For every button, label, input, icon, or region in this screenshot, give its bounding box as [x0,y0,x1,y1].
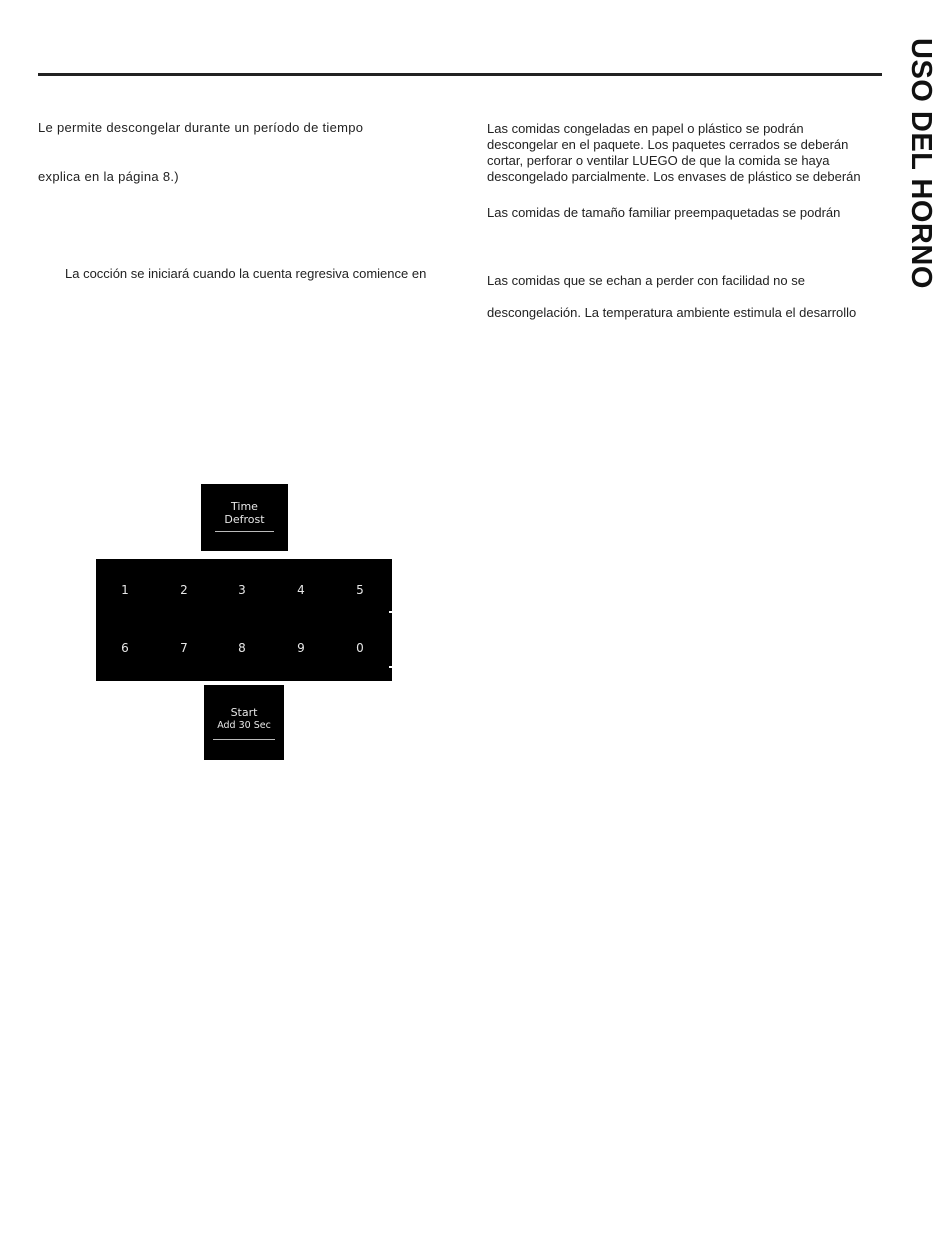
keypad-key-6: 6 [121,641,129,655]
keypad-edge-mark-bottom [389,666,392,668]
keypad-key-3: 3 [238,583,246,597]
keypad-key-1: 1 [121,583,129,597]
keypad-key-4: 4 [297,583,305,597]
start-label-line2: Add 30 Sec [217,720,271,731]
keypad-key-7: 7 [180,641,188,655]
section-title: USO DEL HORNO [905,38,937,289]
time-defrost-underline [215,531,274,532]
keypad-key-0: 0 [356,641,364,655]
start-underline [213,739,275,740]
time-defrost-key [201,484,288,551]
time-defrost-label-line2: Defrost [224,513,265,526]
keypad-key-5: 5 [356,583,364,597]
keypad-key-9: 9 [297,641,305,655]
start-label-line1: Start [230,706,258,719]
left-text-line-1: Le permite descongelar durante un período de tiempo [38,120,364,135]
right-text-para1-line4: descongelado parcialmente. Los envases de plástico se deberán [487,169,861,184]
left-text-line-2: explica en la página 8.) [38,169,179,184]
number-keypad [96,559,392,681]
header-rule [38,73,882,76]
time-defrost-label-line1: Time [231,500,258,513]
right-text-para2: Las comidas de tamaño familiar preempaquetadas se podrán [487,205,841,220]
keypad-edge-mark-top [389,611,392,613]
keypad-key-8: 8 [238,641,246,655]
right-text-para1-line3: cortar, perforar o ventilar LUEGO de que la comida se haya [487,153,830,168]
right-text-para3-line1: Las comidas que se echan a perder con facilidad no se [487,273,805,288]
right-text-para1-line2: descongelar en el paquete. Los paquetes cerrados se deberán [487,137,849,152]
right-text-para1-line1: Las comidas congeladas en papel o plástico se podrán [487,121,804,136]
keypad-key-2: 2 [180,583,188,597]
start-add-30-sec-key [204,685,284,760]
right-text-para3-line2: descongelación. La temperatura ambiente estimula el desarrollo [487,305,857,320]
left-text-line-3: La cocción se iniciará cuando la cuenta regresiva comience en [65,266,427,281]
